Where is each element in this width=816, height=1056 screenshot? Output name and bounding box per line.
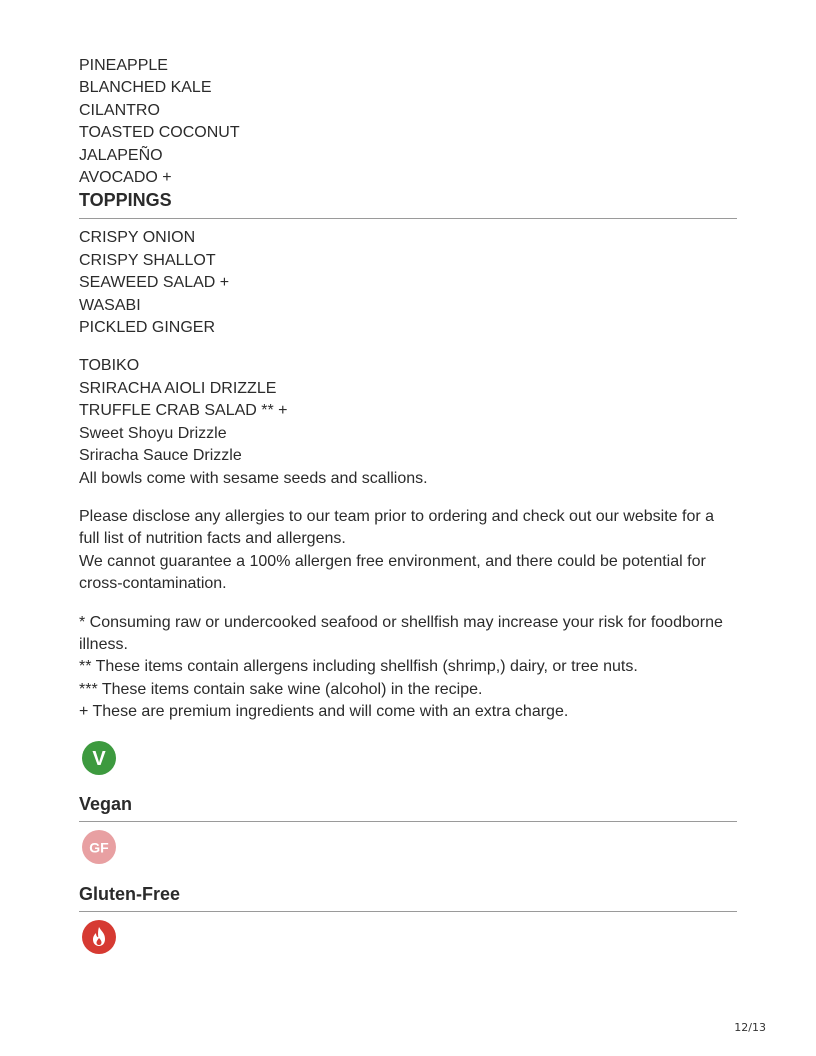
list-item: PINEAPPLE bbox=[79, 57, 168, 74]
list-item: TOBIKO bbox=[79, 357, 140, 375]
ingredient-list bbox=[79, 55, 737, 189]
footnote: * Consuming raw or undercooked seafood or shellfish may increase your risk for foodborne illness. bbox=[79, 613, 723, 653]
gluten-free-icon bbox=[82, 830, 116, 864]
toppings-heading: TOPPINGS bbox=[79, 189, 737, 219]
list-item: TOASTED COCONUT bbox=[79, 124, 240, 142]
allergy-notice bbox=[79, 506, 737, 596]
list-item: CRISPY ONION bbox=[79, 229, 196, 247]
toppings-list-1 bbox=[79, 227, 737, 339]
page-number: 12/13 bbox=[734, 1021, 766, 1034]
bowls-note: All bowls come with sesame seeds and scallions. bbox=[79, 469, 428, 487]
svg-text:V: V bbox=[92, 747, 106, 770]
footnote: ** These items contain allergens including shellfish (shrimp,) dairy, or tree nuts. bbox=[79, 658, 638, 676]
list-item: Sriracha Sauce Drizzle bbox=[79, 447, 242, 465]
footnote: *** These items contain sake wine (alcohol) in the recipe. bbox=[79, 680, 483, 698]
list-item: PICKLED GINGER bbox=[79, 319, 216, 337]
toppings-list-2 bbox=[79, 355, 737, 467]
footnotes bbox=[79, 612, 737, 724]
list-item: Sweet Shoyu Drizzle bbox=[79, 424, 227, 442]
list-item: AVOCADO + bbox=[79, 169, 172, 187]
list-item: CILANTRO bbox=[79, 101, 160, 119]
allergy-text: We cannot guarantee a 100% allergen free environment, and there could be potential for cross-contamination. bbox=[79, 552, 706, 593]
list-item: CRISPY SHALLOT bbox=[79, 251, 216, 269]
list-item: BLANCHED KALE bbox=[79, 79, 212, 97]
gluten-free-label: Gluten-Free bbox=[79, 883, 737, 912]
list-item: SEAWEED SALAD + bbox=[79, 274, 230, 292]
spicy-flame-icon bbox=[82, 920, 116, 954]
list-item: SRIRACHA AIOLI DRIZZLE bbox=[79, 379, 277, 397]
menu-page bbox=[79, 55, 737, 954]
footnote: + These are premium ingredients and will come with an extra charge. bbox=[79, 703, 569, 721]
svg-text:GF: GF bbox=[89, 839, 109, 856]
vegan-label: Vegan bbox=[79, 793, 737, 822]
allergy-text: Please disclose any allergies to our team prior to ordering and check out our website for a full list of nutrition facts and allergens. bbox=[79, 507, 715, 548]
list-item: JALAPEÑO bbox=[79, 146, 163, 164]
list-item: WASABI bbox=[79, 296, 141, 314]
list-item: TRUFFLE CRAB SALAD ** + bbox=[79, 402, 288, 420]
vegan-v-icon bbox=[82, 741, 116, 775]
